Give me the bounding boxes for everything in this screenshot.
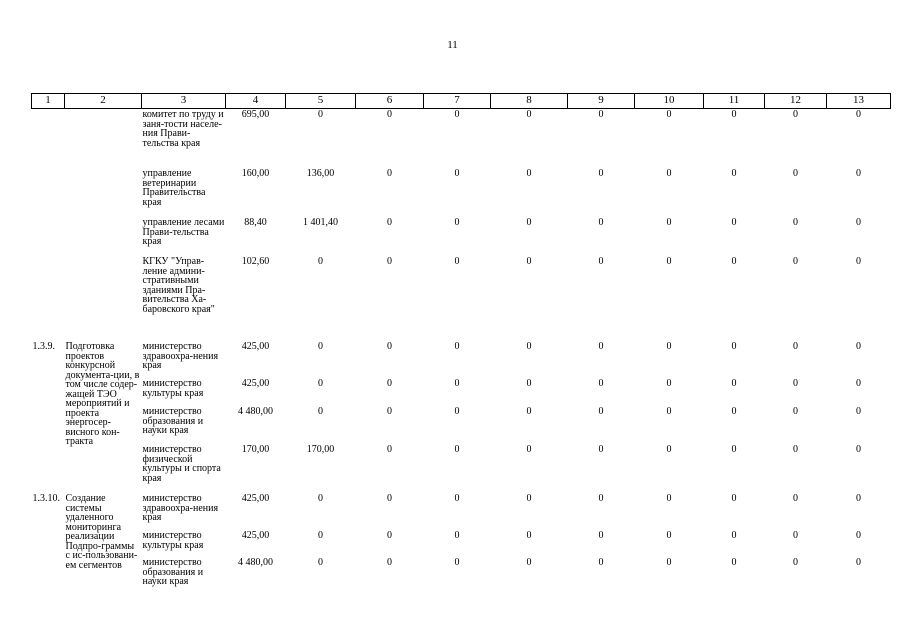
value-cell-col-6: 0 (387, 217, 392, 228)
item-name: Создание системы удаленного мониторинга реализации Подпро-граммы с ис-пользовани-ем сегментов (65, 493, 138, 571)
value-cell-col-13: 0 (856, 406, 861, 417)
executor-cell: министерство культуры края (142, 378, 204, 399)
executor-cell: министерство образования и науки края (142, 406, 204, 436)
value-cell-col-4: 4 480,00 (238, 406, 273, 417)
column-header-12: 12 (765, 94, 827, 109)
value-cell-col-8: 0 (526, 256, 532, 267)
value-cell-col-5: 0 (318, 109, 323, 120)
item-name (65, 109, 142, 342)
value-cell-col-13: 0 (856, 493, 861, 504)
value-cell-col-8: 0 (526, 493, 532, 504)
value-cell-col-12: 0 (793, 217, 798, 228)
value-cell-col-12: 0 (793, 378, 798, 389)
value-cell-col-6: 0 (387, 557, 392, 568)
value-cell-col-9: 0 (598, 256, 604, 267)
value-cell-col-7: 0 (454, 378, 460, 389)
value-cell-col-9: 0 (598, 493, 604, 504)
value-cell-col-11: 0 (731, 444, 737, 455)
value-cell-col-11: 0 (731, 378, 737, 389)
value-cell-col-7: 0 (454, 444, 460, 455)
value-cell-col-7: 0 (454, 109, 460, 120)
value-cell-col-5: 0 (318, 341, 323, 352)
value-cell-col-10: 0 (666, 557, 672, 568)
value-cell-col-8: 0 (526, 557, 532, 568)
value-cell-col-6: 0 (387, 109, 392, 120)
page-number: 11 (447, 39, 458, 51)
value-cell-col-11: 0 (731, 256, 737, 267)
value-cell-col-12: 0 (793, 341, 798, 352)
column-header-13: 13 (827, 94, 891, 109)
value-cell-col-8: 0 (526, 109, 532, 120)
column-header-6: 6 (356, 94, 424, 109)
value-cell-col-7: 0 (454, 493, 460, 504)
table-row (32, 406, 891, 444)
executor-cell: комитет по труду и заня-тости населе-ния Прави-тельства края (142, 109, 224, 149)
value-cell-col-7: 0 (454, 530, 460, 541)
executor-cell: КГКУ "Управ-ление админи-стративными зданиями Пра-вительства Ха-баровского края" (142, 256, 215, 315)
header-row (32, 94, 891, 109)
value-cell-col-11: 0 (731, 109, 737, 120)
value-cell-col-4: 425,00 (241, 378, 270, 389)
value-cell-col-12: 0 (793, 406, 798, 417)
table-header (32, 94, 891, 109)
value-cell-col-4: 425,00 (241, 341, 270, 352)
value-cell-col-13: 0 (856, 557, 861, 568)
executor-cell: министерство культуры края (142, 530, 204, 551)
value-cell-col-4: 102,60 (241, 256, 270, 267)
table-row (32, 256, 891, 341)
value-cell-col-9: 0 (598, 168, 604, 179)
value-cell-col-9: 0 (598, 378, 604, 389)
value-cell-col-10: 0 (666, 168, 672, 179)
value-cell-col-5: 136,00 (306, 168, 335, 179)
value-cell-col-12: 0 (793, 444, 798, 455)
value-cell-col-5: 0 (318, 378, 323, 389)
column-header-9: 9 (568, 94, 635, 109)
value-cell-col-6: 0 (387, 530, 392, 541)
value-cell-col-10: 0 (666, 406, 672, 417)
value-cell-col-9: 0 (598, 530, 604, 541)
value-cell-col-4: 160,00 (241, 168, 270, 179)
table-row (32, 493, 891, 530)
value-cell-col-6: 0 (387, 444, 392, 455)
value-cell-col-9: 0 (598, 444, 604, 455)
value-cell-col-11: 0 (731, 341, 737, 352)
value-cell-col-11: 0 (731, 406, 737, 417)
value-cell-col-8: 0 (526, 530, 532, 541)
budget-table (31, 93, 891, 594)
value-cell-col-6: 0 (387, 256, 392, 267)
value-cell-col-4: 425,00 (241, 530, 270, 541)
value-cell-col-12: 0 (793, 493, 798, 504)
value-cell-col-6: 0 (387, 378, 392, 389)
value-cell-col-7: 0 (454, 341, 460, 352)
value-cell-col-11: 0 (731, 557, 737, 568)
value-cell-col-13: 0 (856, 256, 861, 267)
column-header-10: 10 (635, 94, 704, 109)
value-cell-col-9: 0 (598, 217, 604, 228)
value-cell-col-8: 0 (526, 168, 532, 179)
value-cell-col-13: 0 (856, 444, 861, 455)
value-cell-col-7: 0 (454, 256, 460, 267)
value-cell-col-10: 0 (666, 341, 672, 352)
value-cell-col-12: 0 (793, 256, 798, 267)
value-cell-col-13: 0 (856, 109, 861, 120)
executor-cell: управление лесами Прави-тельства края (142, 217, 225, 247)
item-code (32, 109, 65, 342)
table-body (32, 109, 891, 595)
table-row (32, 378, 891, 406)
value-cell-col-7: 0 (454, 557, 460, 568)
value-cell-col-9: 0 (598, 406, 604, 417)
value-cell-col-12: 0 (793, 109, 798, 120)
value-cell-col-5: 1 401,40 (303, 217, 338, 228)
value-cell-col-11: 0 (731, 217, 737, 228)
value-cell-col-7: 0 (454, 406, 460, 417)
value-cell-col-13: 0 (856, 530, 861, 541)
value-cell-col-6: 0 (387, 168, 392, 179)
value-cell-col-4: 425,00 (241, 493, 270, 504)
value-cell-col-4: 170,00 (241, 444, 270, 455)
value-cell-col-5: 0 (318, 256, 323, 267)
value-cell-col-11: 0 (731, 530, 737, 541)
value-cell-col-9: 0 (598, 109, 604, 120)
column-header-11: 11 (704, 94, 765, 109)
value-cell-col-6: 0 (387, 493, 392, 504)
value-cell-col-9: 0 (598, 557, 604, 568)
executor-cell: министерство физической культуры и спорта края (142, 444, 221, 484)
value-cell-col-6: 0 (387, 341, 392, 352)
value-cell-col-13: 0 (856, 217, 861, 228)
column-header-1: 1 (32, 94, 65, 109)
table-row (32, 217, 891, 256)
value-cell-col-8: 0 (526, 444, 532, 455)
executor-cell: министерство образования и науки края (142, 557, 204, 587)
column-header-3: 3 (142, 94, 226, 109)
item-code: 1.3.9. (32, 341, 55, 352)
value-cell-col-12: 0 (793, 530, 798, 541)
value-cell-col-10: 0 (666, 530, 672, 541)
value-cell-col-7: 0 (454, 168, 460, 179)
item-code: 1.3.10. (32, 493, 60, 504)
table-row (32, 109, 891, 169)
value-cell-col-13: 0 (856, 378, 861, 389)
value-cell-col-5: 0 (318, 557, 323, 568)
value-cell-col-5: 0 (318, 493, 323, 504)
value-cell-col-8: 0 (526, 217, 532, 228)
value-cell-col-6: 0 (387, 406, 392, 417)
value-cell-col-10: 0 (666, 109, 672, 120)
executor-cell: министерство здравоохра-нения края (142, 493, 219, 523)
value-cell-col-12: 0 (793, 168, 798, 179)
value-cell-col-11: 0 (731, 493, 737, 504)
value-cell-col-4: 695,00 (241, 109, 270, 120)
column-header-8: 8 (491, 94, 568, 109)
table-row (32, 557, 891, 594)
column-header-5: 5 (286, 94, 356, 109)
value-cell-col-4: 4 480,00 (238, 557, 273, 568)
table-row (32, 444, 891, 493)
item-name: Подготовка проектов конкурсной документа-ции, в том числе содер-жащей ТЭО мероприятий и проекта энергосер-висного кон-тракта (65, 341, 140, 447)
value-cell-col-5: 0 (318, 530, 323, 541)
value-cell-col-12: 0 (793, 557, 798, 568)
value-cell-col-9: 0 (598, 341, 604, 352)
value-cell-col-10: 0 (666, 378, 672, 389)
value-cell-col-11: 0 (731, 168, 737, 179)
value-cell-col-5: 0 (318, 406, 323, 417)
executor-cell: управление ветеринарии Правительства края (142, 168, 206, 208)
value-cell-col-10: 0 (666, 493, 672, 504)
value-cell-col-10: 0 (666, 256, 672, 267)
table-row (32, 341, 891, 378)
value-cell-col-7: 0 (454, 217, 460, 228)
column-header-4: 4 (226, 94, 286, 109)
value-cell-col-10: 0 (666, 444, 672, 455)
value-cell-col-8: 0 (526, 341, 532, 352)
table-row (32, 530, 891, 557)
value-cell-col-10: 0 (666, 217, 672, 228)
executor-cell: министерство здравоохра-нения края (142, 341, 219, 371)
column-header-2: 2 (65, 94, 142, 109)
value-cell-col-5: 170,00 (306, 444, 335, 455)
value-cell-col-4: 88,40 (244, 217, 267, 228)
value-cell-col-13: 0 (856, 341, 861, 352)
table-row (32, 168, 891, 217)
value-cell-col-8: 0 (526, 378, 532, 389)
column-header-7: 7 (424, 94, 491, 109)
value-cell-col-8: 0 (526, 406, 532, 417)
value-cell-col-13: 0 (856, 168, 861, 179)
